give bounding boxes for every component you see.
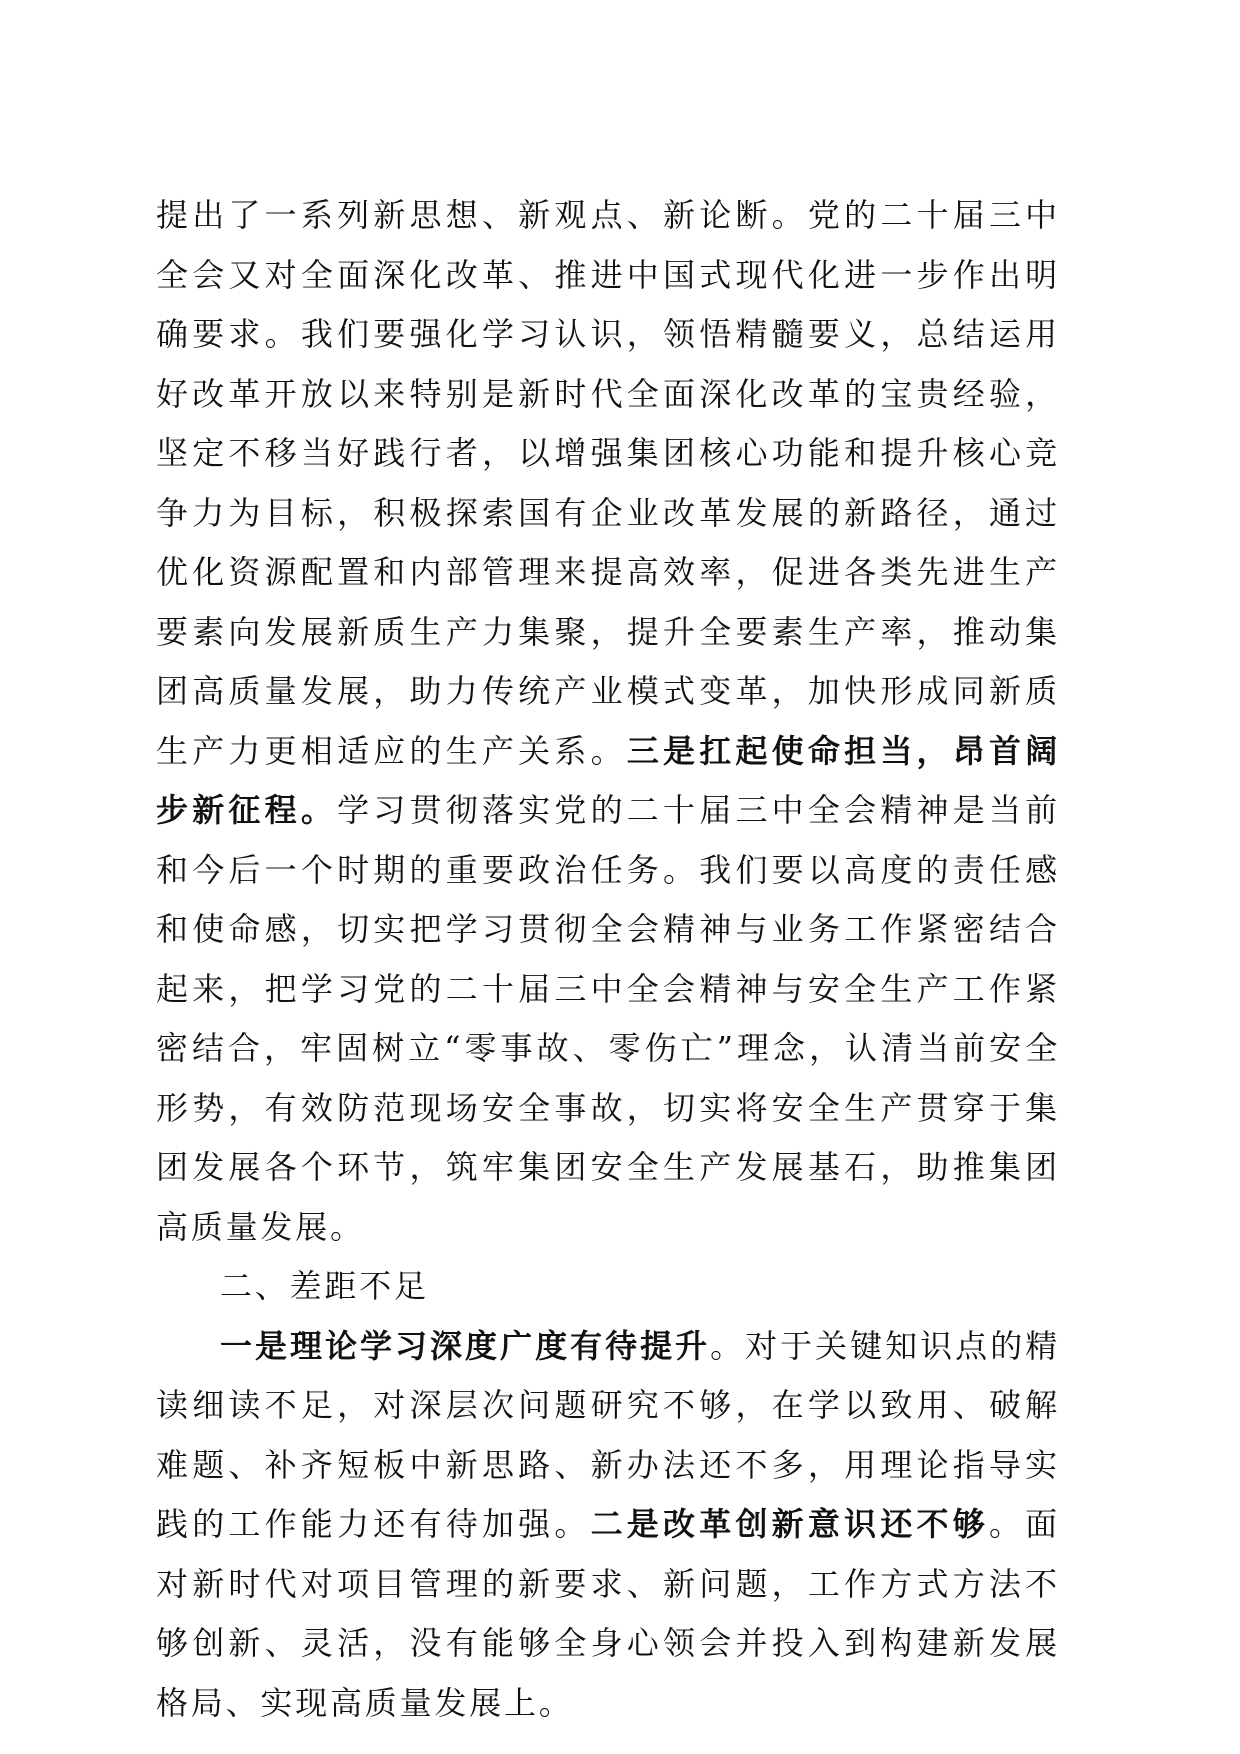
text-run: 提出了一系列新思想、新观点、新论断。党的二十届三中全会又对全面深化改革、推进中国式现代化进一步作出明确要求。我们要强化学习认识，领悟精髓要义，总结运用好改革开放以来特别是新时代全面深化改革的宝贵经验，坚定不移当好践行者，以增强集团核心功能和提升核心竞争力为目标，积极探索国有企业改革发展的新路径，通过优化资源配置和内部管理来提高效率，促进各类先进生产要素向发展新质生产力集聚，提升全要素生产率，推动集团高质量发展，助力传统产业模式变革，加快形成同新质生产力更相适应的生产关系。 (156, 196, 1060, 770)
section-heading-text: 二、差距不足 (220, 1267, 429, 1305)
paragraph-continuation (156, 186, 1060, 1257)
text-run: 。面对新时代对项目管理的新要求、新问题，工作方式方法不够创新、灵活，没有能够全身心领会并投入到构建新发展格局、实现高质量发展上。 (156, 1505, 1060, 1722)
paragraph-gaps (156, 1317, 1060, 1734)
section-heading-gaps (156, 1257, 1060, 1317)
bold-run-point-two: 二是改革创新意识还不够 (590, 1505, 989, 1543)
document-body (156, 186, 1060, 1733)
bold-run-point-three: 三是扛起使命担当，昂首阔步新征程。 (156, 731, 1060, 829)
bold-run-point-one: 一是理论学习深度广度有待提升 (220, 1326, 711, 1365)
text-run: 学习贯彻落实党的二十届三中全会精神是当前和今后一个时期的重要政治任务。我们要以高度的责任感和使命感，切实把学习贯彻全会精神与业务工作紧密结合起来，把学习党的二十届三中全会精神与安全生产工作紧密结合，牢固树立“零事故、零伤亡”理念，认清当前安全形势，有效防范现场安全事故，切实将安全生产贯穿于集团发展各个环节，筑牢集团安全生产发展基石，助推集团高质量发展。 (156, 791, 1060, 1246)
text-run: 。对于关键知识点的精读细读不足，对深层次问题研究不够，在学以致用、破解难题、补齐短板中新思路、新办法还不多，用理论指导实践的工作能力还有待加强。 (156, 1326, 1060, 1543)
